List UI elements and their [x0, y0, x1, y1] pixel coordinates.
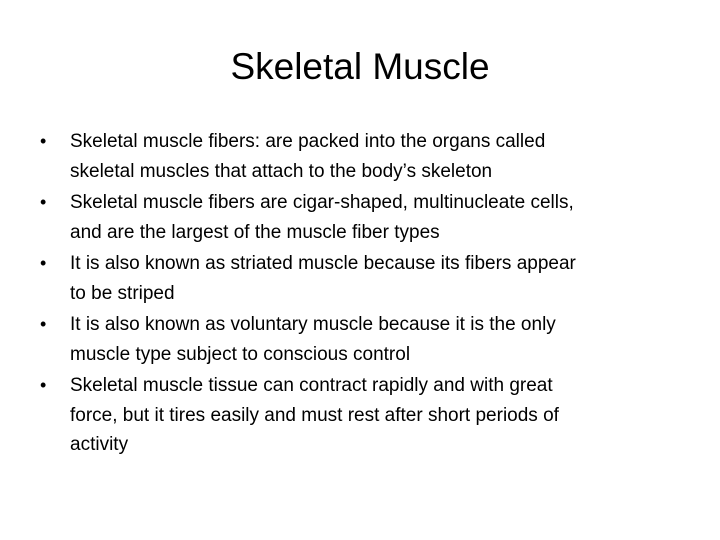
bullet-text-line: activity: [70, 434, 129, 455]
bullet-text-line: force, but it tires easily and must rest after short periods of: [70, 404, 559, 426]
bullet-text-line: Skeletal muscle tissue can contract rapidly and with great: [70, 375, 553, 396]
bullet-text-line: muscle type subject to conscious control: [70, 343, 411, 365]
bullet-icon: •: [40, 253, 47, 273]
bullet-item: [40, 188, 690, 247]
bullet-list: [40, 127, 690, 462]
bullet-icon: •: [40, 375, 47, 395]
bullet-icon: •: [40, 192, 47, 212]
bullet-item: [40, 127, 690, 186]
bullet-text-line: and are the largest of the muscle fiber types: [70, 221, 440, 243]
bullet-text-line: It is also known as voluntary muscle because it is the only: [70, 314, 556, 335]
bullet-icon: •: [40, 131, 47, 151]
slide-title: Skeletal Muscle: [230, 46, 490, 87]
bullet-text-line: Skeletal muscle fibers are cigar-shaped, multinucleate cells,: [70, 192, 574, 213]
bullet-item: [40, 371, 690, 460]
bullet-text-line: to be striped: [70, 282, 175, 304]
bullet-icon: •: [40, 314, 47, 334]
bullet-text-line: It is also known as striated muscle because its fibers appear: [70, 253, 576, 274]
bullet-text-line: Skeletal muscle fibers: are packed into the organs called: [70, 131, 546, 152]
bullet-item: [40, 249, 690, 308]
bullet-item: [40, 310, 690, 369]
bullet-text-line: skeletal muscles that attach to the body’s skeleton: [70, 160, 493, 182]
